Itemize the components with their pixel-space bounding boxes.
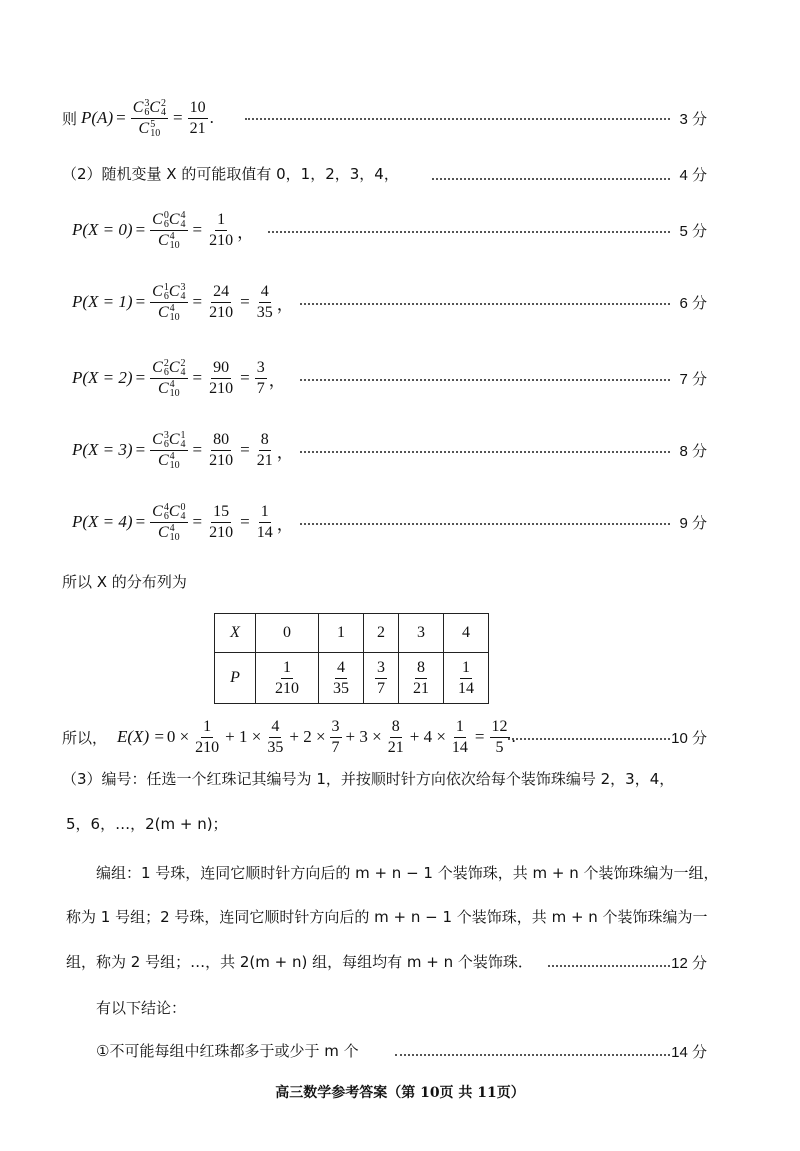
table-cell: 1 — [319, 614, 364, 653]
probability-lhs: P(X = 1) — [72, 292, 133, 311]
result-fraction: $\frac{4}{35}$ — [256, 282, 273, 321]
leader-dots — [300, 451, 670, 453]
probability-formula-p3: P(X = 3) = C 3 6 C 1 4 C 4 10 = $\frac{80}{210}$ = $\frac{8}{21}$ ， — [72, 429, 294, 471]
score-p3: 8 分 — [679, 443, 707, 460]
table-cell: $\frac{3}{7}$ — [364, 653, 399, 704]
distribution-table — [214, 613, 489, 704]
leader-dots — [245, 118, 670, 120]
expectation-term: + 3 × $\frac{8}{21}$ — [345, 717, 404, 756]
probability-lhs: P(X = 2) — [72, 368, 133, 387]
part3-line2: 5，6，…，2(m + n)； — [66, 815, 228, 833]
pa-combination-fraction: C 3 6 C 2 4 C 5 10 — [132, 97, 167, 139]
table-cell: 3 — [399, 614, 444, 653]
combination-fraction: C 1 6 C 3 4 C 4 10 — [152, 281, 186, 323]
result-fraction: $\frac{3}{7}$ — [256, 358, 265, 397]
table-row-p — [215, 653, 489, 704]
probability-lhs: P(X = 4) — [72, 512, 133, 531]
intermediate-fraction: $\frac{80}{210}$ — [209, 430, 234, 469]
expectation-term: + 1 × $\frac{4}{35}$ — [225, 717, 284, 756]
table-cell: 0 — [256, 614, 319, 653]
conclusion-1: ①不可能每组中红珠都多于或少于 m 个 — [96, 1042, 359, 1060]
page-footer: 高三数学参考答案（第 10页 共 11页） — [275, 1085, 525, 1101]
grouping-line3: 组，称为 2 号组；…，共 2(m + n) 组，每组均有 m + n 个装饰珠． — [66, 953, 533, 971]
distribution-intro: 所以 X 的分布列为 — [62, 573, 187, 591]
expectation-term: 0 × $\frac{1}{210}$ — [166, 717, 220, 756]
result-fraction: $\frac{1}{14}$ — [256, 502, 273, 541]
table-cell: $\frac{1}{210}$ — [256, 653, 319, 704]
table-cell: 2 — [364, 614, 399, 653]
table-cell: $\frac{4}{35}$ — [319, 653, 364, 704]
combination-fraction: C 4 6 C 0 4 C 4 10 — [152, 501, 186, 543]
table-cell: 4 — [444, 614, 489, 653]
ex-result: $\frac{12}{5}$ — [491, 717, 508, 756]
score-12: 12 分 — [671, 955, 707, 972]
expectation-formula: 所以， E(X) = 0 × $\frac{1}{210}$ + 1 × $\frac{4}{35}$ + 2 × $\frac{3}{7}$ + 3 × $\frac{8}{21}$ + 4 × $\frac{1}{14}$ = $\frac{12}{5}$ . — [62, 717, 516, 756]
score-14: 14 分 — [671, 1044, 707, 1061]
result-fraction: $\frac{1}{210}$ — [209, 210, 234, 249]
combination-fraction: C 2 6 C 2 4 C 4 10 — [152, 357, 186, 399]
leader-dots — [300, 523, 670, 525]
score-3: 3 分 — [679, 111, 707, 128]
grouping-line1: 编组：1 号珠，连同它顺时针方向后的 m + n − 1 个装饰珠，共 m + n 个装饰珠编为一组， — [96, 864, 719, 882]
probability-formula-p0: P(X = 0) = C 0 6 C 4 4 C 4 10 = $\frac{1}{210}$ ， — [72, 209, 255, 251]
pa-result: $\frac{10}{21}$ — [189, 98, 206, 137]
leader-dots — [395, 1054, 670, 1056]
score-4: 4 分 — [679, 167, 707, 184]
grouping-line2: 称为 1 号组；2 号珠，连同它顺时针方向后的 m + n − 1 个装饰珠，共 m + n 个装饰珠编为一 — [66, 908, 708, 926]
pa-lhs: P(A) — [81, 108, 114, 127]
ex-lhs: E(X) = — [117, 727, 165, 746]
leader-dots — [432, 178, 670, 180]
pa-period: . — [209, 108, 214, 127]
intermediate-fraction: $\frac{90}{210}$ — [209, 358, 234, 397]
leader-dots — [300, 379, 670, 381]
ex-prefix: 所以， — [62, 728, 108, 747]
leader-dots — [268, 231, 670, 233]
intermediate-fraction: $\frac{15}{210}$ — [209, 502, 234, 541]
conclusion-intro: 有以下结论： — [96, 999, 187, 1017]
leader-dots — [548, 965, 670, 967]
intermediate-fraction: $\frac{24}{210}$ — [209, 282, 234, 321]
combination-fraction: C 0 6 C 4 4 C 4 10 — [152, 209, 186, 251]
leader-dots — [300, 303, 670, 305]
expectation-term: + 4 × $\frac{1}{14}$ — [409, 717, 468, 756]
score-p0: 5 分 — [679, 223, 707, 240]
table-cell: $\frac{1}{14}$ — [444, 653, 489, 704]
score-10: 10 分 — [671, 730, 707, 747]
combination-fraction: C 3 6 C 1 4 C 4 10 — [152, 429, 186, 471]
table-row-x — [215, 614, 489, 653]
expectation-term: + 2 × $\frac{3}{7}$ — [289, 717, 340, 756]
table-header-p: P — [215, 653, 256, 704]
pa-prefix: 则 — [62, 109, 78, 128]
result-fraction: $\frac{8}{21}$ — [256, 430, 273, 469]
probability-lhs: P(X = 0) — [72, 220, 133, 239]
score-p4: 9 分 — [679, 515, 707, 532]
part2-intro: （2）随机变量 X 的可能取值有 0，1，2，3，4， — [62, 165, 399, 183]
probability-formula-p1: P(X = 1) = C 1 6 C 3 4 C 4 10 = $\frac{24}{210}$ = $\frac{4}{35}$ ， — [72, 281, 294, 323]
probability-formula-p2: P(X = 2) = C 2 6 C 2 4 C 4 10 = $\frac{90}{210}$ = $\frac{3}{7}$ ， — [72, 357, 286, 399]
part3-line1: （3）编号：任选一个红珠记其编号为 1，并按顺时针方向依次给每个装饰珠编号 2，3，4， — [62, 770, 675, 788]
probability-formula-p4: P(X = 4) = C 4 6 C 0 4 C 4 10 = $\frac{15}{210}$ = $\frac{1}{14}$ ， — [72, 501, 294, 543]
score-p1: 6 分 — [679, 295, 707, 312]
table-cell: $\frac{8}{21}$ — [399, 653, 444, 704]
ex-period: . — [511, 727, 516, 746]
leader-dots — [508, 738, 670, 740]
score-p2: 7 分 — [679, 371, 707, 388]
pa-formula: 则 P(A) = C 3 6 C 2 4 C 5 10 = $\frac{10}{21}$ . — [62, 97, 214, 139]
probability-lhs: P(X = 3) — [72, 440, 133, 459]
table-header-x: X — [215, 614, 256, 653]
